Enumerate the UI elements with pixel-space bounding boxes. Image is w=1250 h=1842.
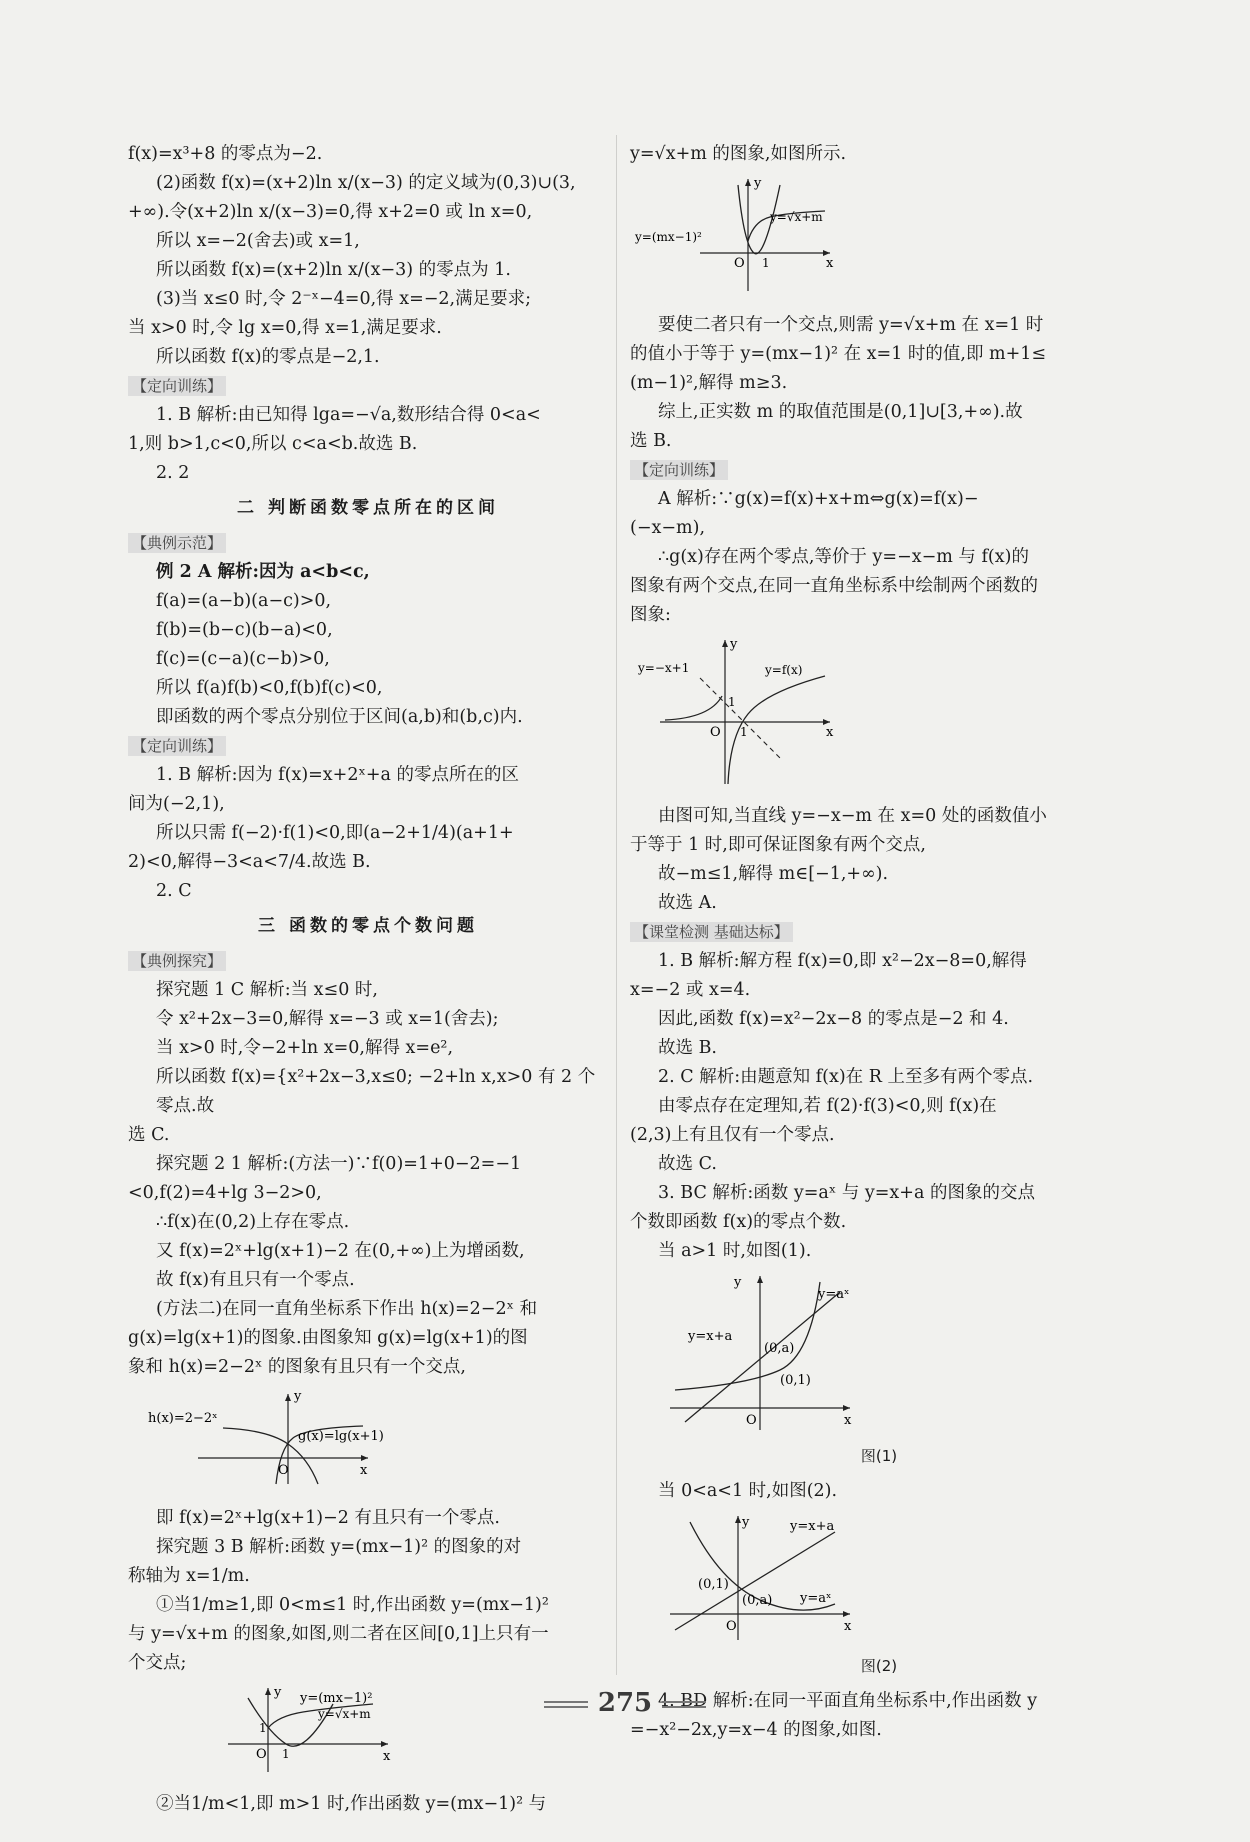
tick-y-1: 1 [259,1721,267,1735]
column-divider [616,135,617,1675]
text-line: 当 0<a<1 时,如图(2). [658,1481,838,1501]
text-line: 探究题 2 1 解析:(方法一)∵f(0)=1+0−2=−1 [156,1154,522,1174]
point-label-01: (0,1) [780,1373,811,1388]
point-label-0a: (0,a) [764,1341,795,1356]
graph-fx-line [630,636,1128,786]
text-line: ∴f(x)在(0,2)上存在零点. [156,1212,350,1232]
text-line: (2)函数 f(x)=(x+2)ln x/(x−3) 的定义域为(0,3)∪(3, [156,173,576,193]
text-line: 所以 x=−2(舍去)或 x=1, [156,231,360,251]
text-line: 当 x>0 时,令−2+ln x=0,解得 x=e², [156,1038,454,1058]
text-line: 令 x²+2x−3=0,解得 x=−3 或 x=1(舍去); [156,1009,499,1029]
text-line: 探究题 1 C 解析:当 x≤0 时, [156,980,378,1000]
text-line: 探究题 3 B 解析:函数 y=(mx−1)² 的图象的对 [156,1537,522,1557]
page-number-ornament-left [544,1701,588,1708]
section-tag: 【典例探究】 [128,951,226,971]
curve-label-mx: y=(mx−1)² [635,230,702,244]
figure-caption: 图(2) [860,1657,898,1675]
curve-label-fx: y=f(x) [765,663,803,677]
text-line: 个数即函数 f(x)的零点个数. [630,1212,847,1232]
axis-y-label: y [742,1515,750,1530]
section-tag: 【定向训练】 [128,376,226,396]
text-line: 要使二者只有一个交点,则需 y=√x+m 在 x=1 时 [658,315,1044,335]
section-heading: 二 判断函数零点所在的区间 [237,498,499,518]
axis-x-label: x [360,1463,368,1478]
text-line: ②当1/m<1,即 m>1 时,作出函数 y=(mx−1)² 与 [156,1794,547,1814]
text-line: 2)<0,解得−3<a<7/4.故选 B. [128,852,371,872]
text-line: 即函数的两个零点分别位于区间(a,b)和(b,c)内. [156,707,523,727]
text-line: 象和 h(x)=2−2ˣ 的图象有且只有一个交点, [128,1357,466,1377]
text-line: 所以函数 f(x)的零点是−2,1. [156,347,380,367]
text-line: 由零点存在定理知,若 f(2)·f(3)<0,则 f(x)在 [658,1096,997,1116]
text-line: (2,3)上有且仅有一个零点. [630,1125,835,1145]
right-column [630,140,1128,1745]
text-line: 由图可知,当直线 y=−x−m 在 x=0 处的函数值小 [658,806,1047,826]
figure-2 [630,1512,1128,1681]
text-line: 1. B 解析:由已知得 lga=−√a,数形结合得 0<a< [156,405,541,425]
text-line: 当 a>1 时,如图(1). [658,1241,812,1261]
text-line: (3)当 x≤0 时,令 2⁻ˣ−4=0,得 x=−2,满足要求; [156,289,532,309]
text-line: =−x²−2x,y=x−4 的图象,如图. [630,1720,882,1740]
text-line: 选 B. [630,431,672,451]
text-line: 个交点; [128,1653,187,1673]
axis-y-label: y [734,1275,742,1290]
tick-x-1: 1 [740,725,748,739]
text-line: (−x−m), [630,518,706,538]
text-line: 3. BC 解析:函数 y=aˣ 与 y=x+a 的图象的交点 [658,1183,1035,1203]
text-line: (方法二)在同一直角坐标系下作出 h(x)=2−2ˣ 和 [156,1299,538,1319]
axis-y-label: y [730,637,738,652]
left-column [128,140,608,1819]
text-line: 所以 f(a)f(b)<0,f(b)f(c)<0, [156,678,383,698]
origin-label: O [278,1463,289,1478]
text-line: x=−2 或 x=4. [630,980,751,1000]
graph-hx-gx [128,1388,608,1488]
text-line: 故−m≤1,解得 m∈[−1,+∞). [658,864,889,884]
text-line: 因此,函数 f(x)=x²−2x−8 的零点是−2 和 4. [658,1009,1009,1029]
text-line: 2. C 解析:由题意知 f(x)在 R 上至多有两个零点. [658,1067,1034,1087]
text-line: 选 C. [128,1125,170,1145]
text-line: A 解析:∵g(x)=f(x)+x+m⇔g(x)=f(x)− [658,489,979,509]
axis-y-label: y [754,176,762,191]
text-line: 4. BD 解析:在同一平面直角坐标系中,作出函数 y [658,1691,1038,1711]
section-tag: 【定向训练】 [128,736,226,756]
text-line: 于等于 1 时,即可保证图象有两个交点, [630,835,926,855]
text-line: 1,则 b>1,c<0,所以 c<a<b.故选 B. [128,434,418,454]
text-line: 间为(−2,1), [128,794,225,814]
text-line: 故选 C. [658,1154,717,1174]
text-line: 图象: [630,605,671,625]
origin-label: O [710,725,721,740]
text-line: 1. B 解析:解方程 f(x)=0,即 x²−2x−8=0,解得 [658,951,1027,971]
text-line: 所以函数 f(x)={x²+2x−3,x≤0; −2+ln x,x>0 有 2 个零点.故 [156,1067,596,1116]
text-line: 故 f(x)有且只有一个零点. [156,1270,355,1290]
point-label-01: (0,1) [698,1577,729,1592]
section-tag: 【定向训练】 [630,460,728,480]
origin-label: O [726,1619,737,1634]
figure-mx-sqrt-2 [630,175,1128,305]
axis-x-label: x [844,1619,852,1634]
curve-label-g: g(x)=lg(x+1) [298,1429,384,1444]
text-line: 综上,正实数 m 的取值范围是(0,1]∪[3,+∞).故 [658,402,1023,422]
graph-figure-2 [630,1512,1128,1642]
text-line: 故选 B. [658,1038,717,1058]
text-line: 所以只需 f(−2)·f(1)<0,即(a−2+1/4)(a+1+ [156,823,514,843]
origin-label: O [746,1413,757,1428]
curve-label-sqrt: y=√x+m [318,1707,371,1721]
tick-x-1: 1 [762,256,770,270]
figure-fx-line [630,636,1128,796]
text-line: 1. B 解析:因为 f(x)=x+2ˣ+a 的零点所在的区 [156,765,520,785]
line-label: y=x+a [790,1519,835,1534]
text-line: ∴g(x)存在两个零点,等价于 y=−x−m 与 f(x)的 [658,547,1029,567]
text-line: f(b)=(b−c)(b−a)<0, [156,620,333,640]
origin-label: O [256,1747,267,1762]
tick-x-1: 1 [282,1747,290,1761]
axis-y-label: y [274,1685,282,1700]
page-number-ornament-right [662,1701,706,1708]
text-line: 所以函数 f(x)=(x+2)ln x/(x−3) 的零点为 1. [156,260,511,280]
text-line: 故选 A. [658,893,717,913]
text-line: y=√x+m 的图象,如图所示. [630,144,847,164]
text-line: 2. C [156,881,192,901]
origin-label: O [734,256,745,271]
text-line: f(a)=(a−b)(a−c)>0, [156,591,332,611]
text-line: 当 x>0 时,令 lg x=0,得 x=1,满足要求. [128,318,442,338]
text-line: 2. 2 [156,463,190,483]
axis-x-label: x [383,1749,391,1764]
axis-x-label: x [826,725,834,740]
text-line: 即 f(x)=2ˣ+lg(x+1)−2 有且只有一个零点. [156,1508,500,1528]
text-line: g(x)=lg(x+1)的图象.由图象知 g(x)=lg(x+1)的图 [128,1328,528,1348]
axis-y-label: y [294,1389,302,1404]
text-line: f(c)=(c−a)(c−b)>0, [156,649,330,669]
axis-x-label: x [826,256,834,271]
graph-figure-1 [630,1272,1128,1432]
graph-mx-sqrt-2 [630,175,1128,295]
page-number [0,1688,1250,1718]
tick-y-1: 1 [728,695,736,709]
text-line: 图象有两个交点,在同一直角坐标系中绘制两个函数的 [630,576,1039,596]
text-line: 与 y=√x+m 的图象,如图,则二者在区间[0,1]上只有一 [128,1624,549,1644]
text-line: ①当1/m≥1,即 0<m≤1 时,作出函数 y=(mx−1)² [156,1595,549,1615]
text-line: 例 2 A 解析:因为 a<b<c, [156,562,370,582]
section-tag: 【课堂检测 基础达标】 [630,922,793,942]
axis-x-label: x [844,1413,852,1428]
text-line: 又 f(x)=2ˣ+lg(x+1)−2 在(0,+∞)上为增函数, [156,1241,525,1261]
text-line: 的值小于等于 y=(mx−1)² 在 x=1 时的值,即 m+1≤ [630,344,1047,364]
figure-hx-gx [128,1388,608,1498]
section-heading: 三 函数的零点个数问题 [258,916,478,936]
figure-caption: 图(1) [860,1447,898,1465]
line-label: y=−x+1 [638,661,690,675]
curve-label-ax: y=aˣ [800,1591,832,1606]
line-label: y=x+a [688,1329,733,1344]
page-number-text: 275 [597,1688,653,1718]
text-line: f(x)=x³+8 的零点为−2. [128,144,323,164]
curve-label-h: h(x)=2−2ˣ [148,1411,218,1426]
curve-label-ax: y=aˣ [818,1287,850,1302]
text-line: (m−1)²,解得 m≥3. [630,373,788,393]
section-tag: 【典例示范】 [128,533,226,553]
figure-1 [630,1272,1128,1471]
curve-label-mx: y=(mx−1)² [300,1691,373,1706]
curve-label-sqrt: y=√x+m [770,210,823,224]
text-line: <0,f(2)=4+lg 3−2>0, [128,1183,322,1203]
text-line: +∞).令(x+2)ln x/(x−3)=0,得 x+2=0 或 ln x=0, [128,202,533,222]
text-line: 称轴为 x=1/m. [128,1566,250,1586]
point-label-0a: (0,a) [742,1593,773,1608]
